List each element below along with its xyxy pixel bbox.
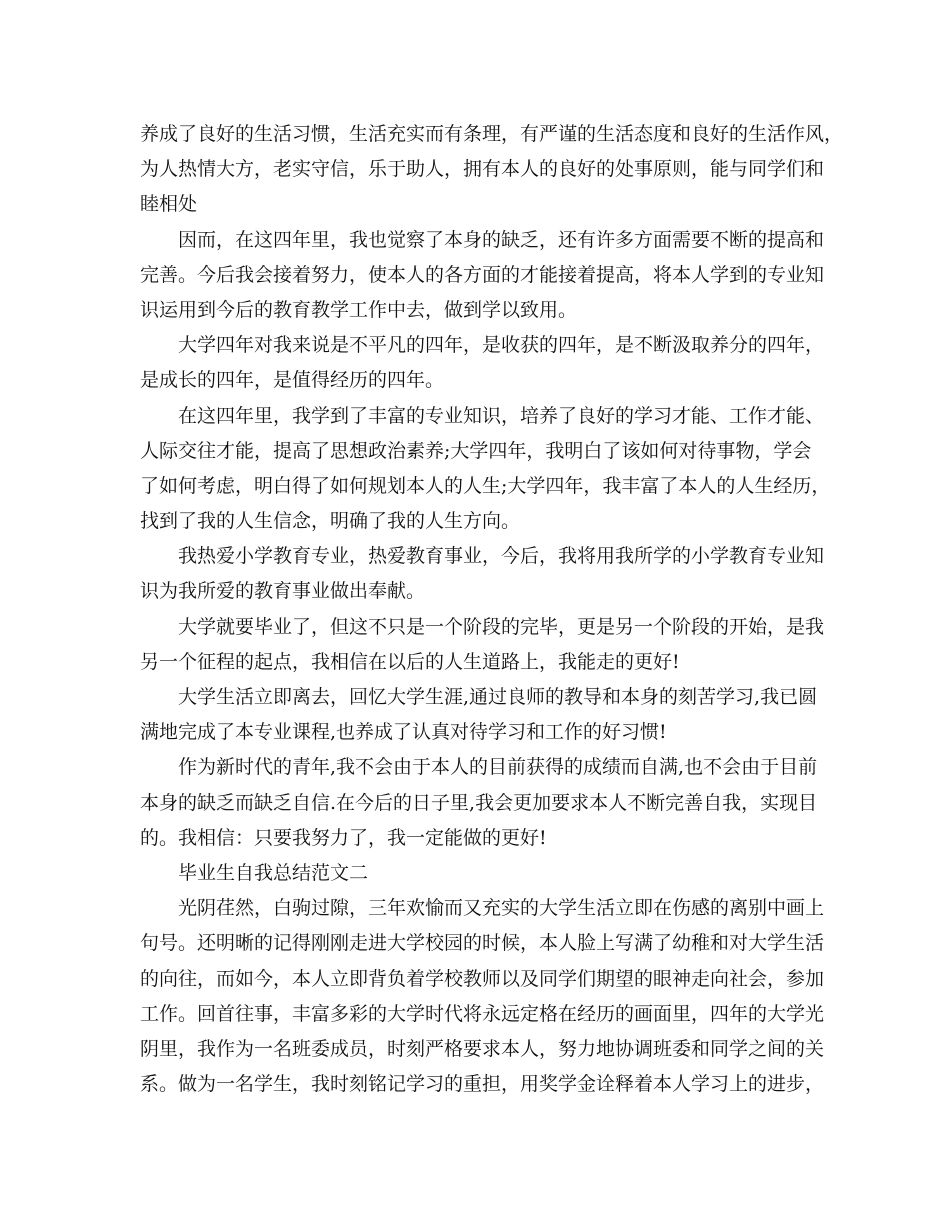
text-line: 大学四年对我来说是不平凡的四年，是收获的四年，是不断汲取养分的四年，	[178, 334, 825, 357]
text-line: 识运用到今后的教育教学工作中去，做到学以致用。	[140, 298, 578, 321]
text-line: 本身的缺乏而缺乏自信.在今后的日子里,我会更加要求本人不断完善自我，实现目	[140, 791, 818, 814]
text-line: 在这四年里，我学到了丰富的专业知识，培养了良好的学习才能、工作才能、	[178, 404, 825, 427]
text-line: 了如何考虑，明白得了如何规划本人的人生;大学四年，我丰富了本人的人生经历，	[140, 474, 831, 497]
text-line: 睦相处	[140, 193, 198, 216]
text-line: 找到了我的人生信念，明确了我的人生方向。	[140, 510, 521, 533]
text-line: 的。我相信：只要我努力了，我一定能做的更好!	[140, 826, 547, 849]
text-line: 系。做为一名学生，我时刻铭记学习的重担，用奖学金诠释着本人学习上的进步，	[140, 1073, 825, 1096]
text-line: 识为我所爱的教育事业做出奉献。	[140, 580, 426, 603]
text-line: 作为新时代的青年,我不会由于本人的目前获得的成绩而自满,也不会由于目前	[178, 756, 818, 779]
text-line: 大学就要毕业了，但这不只是一个阶段的完毕，更是另一个阶段的开始，是我	[178, 615, 825, 638]
text-line: 是成长的四年，是值得经历的四年。	[140, 369, 445, 392]
text-line: 句号。还明晰的记得刚刚走进大学校园的时候，本人脸上写满了幼稚和对大学生活	[140, 932, 825, 955]
text-line: 大学生活立即离去，回忆大学生涯,通过良师的教导和本身的刻苦学习,我已圆	[178, 686, 818, 708]
text-line: 工作。回首往事，丰富多彩的大学时代将永远定格在经历的画面里，四年的大学光	[140, 1002, 825, 1025]
text-line: 毕业生自我总结范文二	[178, 861, 369, 884]
text-line: 因而，在这四年里，我也觉察了本身的缺乏，还有许多方面需要不断的提高和	[178, 228, 825, 251]
text-line: 完善。今后我会接着努力，使本人的各方面的才能接着提高，将本人学到的专业知	[140, 263, 825, 286]
text-line: 我热爱小学教育专业，热爱教育事业，今后，我将用我所学的小学教育专业知	[178, 545, 825, 568]
text-line: 光阴荏然，白驹过隙，三年欢愉而又充实的大学生活立即在伤感的离别中画上	[178, 897, 825, 920]
text-line: 人际交往才能，提高了思想政治素养;大学四年，我明白了该如何对待事物，学会	[140, 439, 812, 462]
text-line: 的向往，而如今，本人立即背负着学校教师以及同学们期望的眼神走向社会，参加	[140, 967, 825, 990]
text-line: 另一个征程的起点，我相信在以后的人生道路上，我能走的更好!	[140, 650, 680, 673]
text-line: 养成了良好的生活习惯，生活充实而有条理，有严谨的生活态度和良好的生活作风，	[140, 123, 844, 145]
text-line: 满地完成了本专业课程,也养成了认真对待学习和工作的好习惯!	[140, 721, 667, 744]
document-body	[140, 117, 844, 1102]
text-line: 为人热情大方，老实守信，乐于助人，拥有本人的良好的处事原则，能与同学们和	[140, 158, 825, 181]
text-line: 阴里，我作为一名班委成员，时刻严格要求本人，努力地协调班委和同学之间的关	[140, 1037, 825, 1060]
